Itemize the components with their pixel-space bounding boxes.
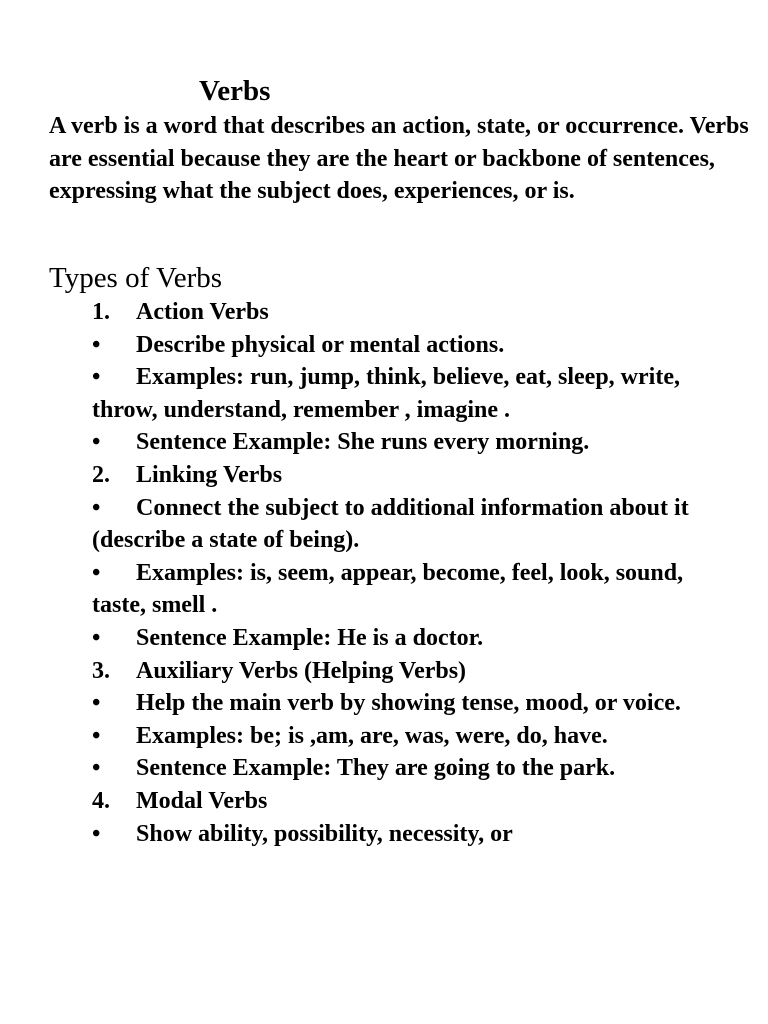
list-item-text: Sentence Example: He is a doctor. (136, 624, 484, 651)
list-item (92, 752, 732, 785)
list-item (92, 655, 732, 688)
list-item-text: Linking Verbs (136, 461, 283, 488)
list-item (92, 818, 732, 851)
bullet-marker: • (92, 559, 101, 586)
bullet-marker: • (92, 820, 101, 847)
list-number: 4. (92, 787, 110, 814)
bullet-marker: • (92, 364, 101, 391)
document-title: Verbs (199, 75, 271, 107)
list-item (92, 426, 732, 459)
list-item-text: Action Verbs (136, 299, 269, 325)
bullet-marker: • (92, 755, 101, 782)
list-number: 3. (92, 657, 110, 684)
list-item-text: Help the main verb by showing tense, mood, or voice. (136, 690, 681, 717)
list-item-text: Sentence Example: They are going to the park. (136, 755, 616, 782)
list-item-text: Examples: run, jump, think, believe, eat, sleep, write, throw, understand, remember , imagine . (92, 364, 680, 423)
list-item (92, 459, 732, 492)
list-item (92, 622, 732, 655)
list-item (92, 296, 732, 329)
bullet-marker: • (92, 624, 101, 651)
list-number: 1. (92, 299, 110, 325)
list-item-text: Show ability, possibility, necessity, or (136, 820, 513, 847)
list-item (92, 492, 732, 557)
list-item (92, 557, 732, 622)
list-number: 2. (92, 461, 110, 488)
list-item (92, 687, 732, 720)
list-item-text: Sentence Example: She runs every morning. (136, 429, 590, 456)
intro-paragraph: A verb is a word that describes an action, state, or occurrence. Verbs are essential because they are the heart or backbone of sentences, expressing what the subject does, experiences, or is. (49, 113, 749, 204)
verb-types-list (92, 296, 732, 850)
list-item (92, 361, 732, 426)
list-item-text: Describe physical or mental actions. (136, 331, 505, 358)
list-item-text: Modal Verbs (136, 787, 268, 814)
list-item (92, 785, 732, 818)
list-item (92, 720, 732, 753)
list-item-text: Examples: is, seem, appear, become, feel, look, sound, taste, smell . (92, 559, 684, 619)
list-item (92, 329, 732, 362)
bullet-marker: • (92, 690, 101, 717)
list-item-text: Auxiliary Verbs (Helping Verbs) (136, 657, 467, 684)
list-item-text: Connect the subject to additional information about it (describe a state of being). (92, 494, 689, 554)
bullet-marker: • (92, 331, 101, 358)
list-item-text: Examples: be; is ,am, are, was, were, do, have. (136, 722, 608, 749)
bullet-marker: • (92, 722, 101, 749)
section-title: Types of Verbs (49, 262, 223, 294)
bullet-marker: • (92, 429, 101, 456)
bullet-marker: • (92, 494, 101, 521)
